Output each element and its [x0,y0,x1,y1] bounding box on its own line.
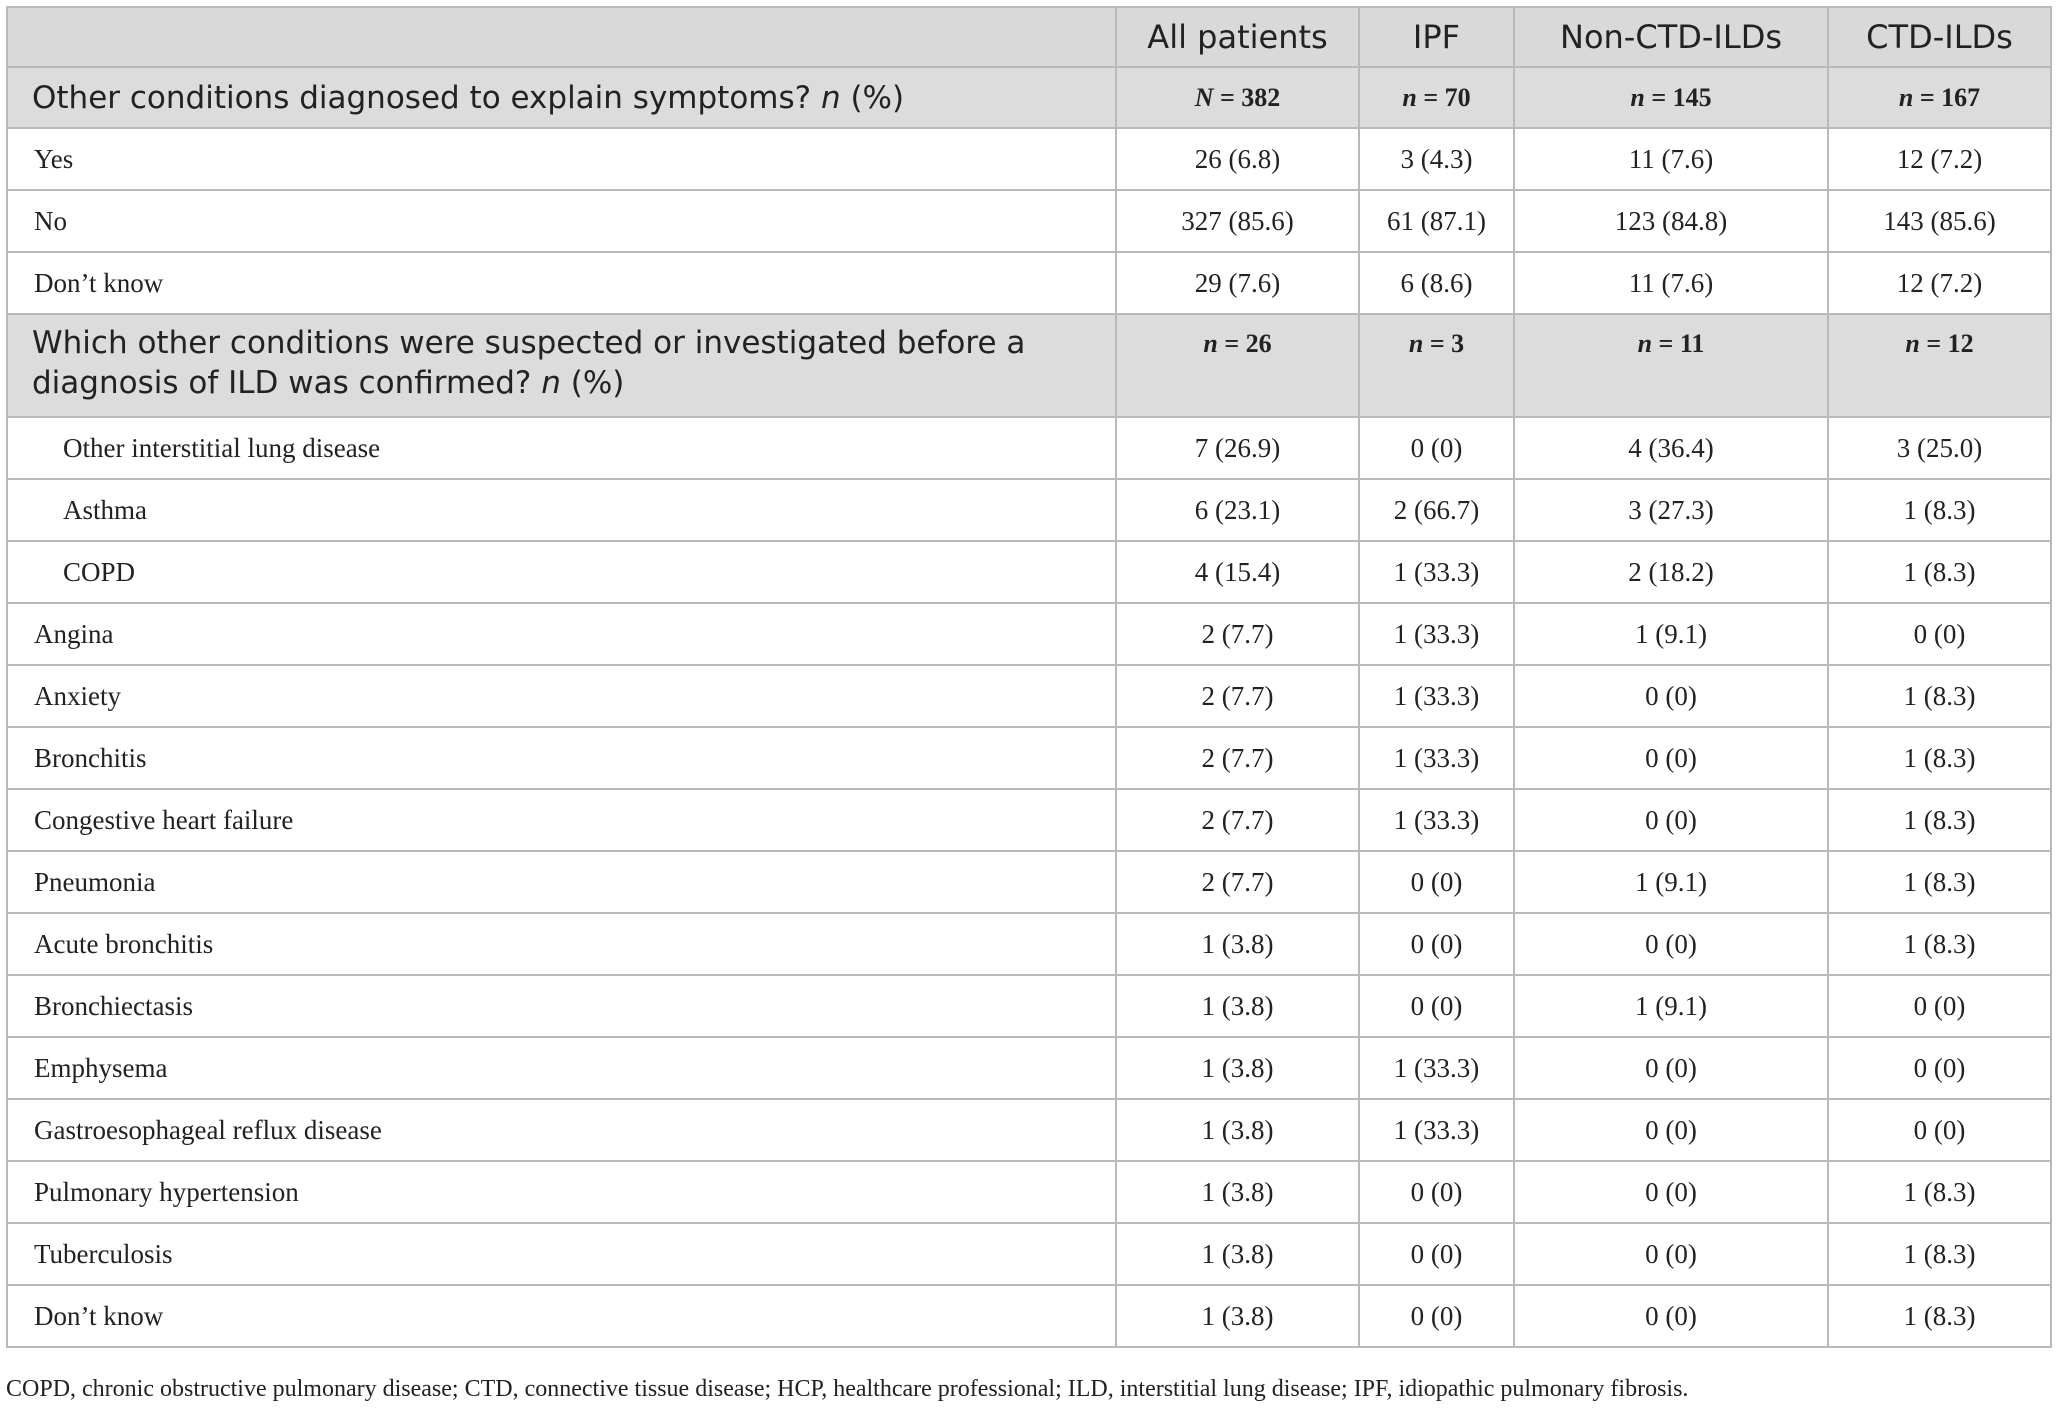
count-value: = 12 [1919,329,1974,358]
row-value: 1 (33.3) [1359,541,1514,603]
section-label-pct: (%) [840,79,905,116]
row-value: 1 (3.8) [1116,1223,1359,1285]
table-row [7,1223,2051,1285]
row-value: 0 (0) [1359,851,1514,913]
count-prefix: n [1630,82,1645,112]
row-value: 1 (3.8) [1116,1099,1359,1161]
section-count [1116,67,1359,128]
row-label: Don’t know [7,1285,1116,1347]
row-value: 26 (6.8) [1116,128,1359,190]
count-value: = 145 [1644,82,1712,112]
table-row [7,479,2051,541]
count-value: = 382 [1213,82,1281,112]
row-value: 1 (8.3) [1828,789,2051,851]
table-row [7,603,2051,665]
row-value: 143 (85.6) [1828,190,2051,252]
table-row [7,128,2051,190]
row-value: 2 (7.7) [1116,727,1359,789]
row-label: Pulmonary hypertension [7,1161,1116,1223]
table-container [6,6,2050,1348]
table-row [7,789,2051,851]
section-label-text: Other conditions diagnosed to explain symptoms? [32,79,821,116]
footnote: COPD, chronic obstructive pulmonary disease; CTD, connective tissue disease; HCP, healthcare professional; ILD, interstitial lung disease; IPF, idiopathic pulmonary fibrosis. [6,1376,1689,1402]
section-count [1514,314,1828,417]
table-row [7,665,2051,727]
row-value: 0 (0) [1514,1099,1828,1161]
row-value: 1 (8.3) [1828,1223,2051,1285]
table-row [7,1099,2051,1161]
count-prefix: n [1402,82,1417,112]
row-value: 327 (85.6) [1116,190,1359,252]
row-label: Emphysema [7,1037,1116,1099]
row-value: 4 (36.4) [1514,417,1828,479]
row-value: 1 (33.3) [1359,1037,1514,1099]
row-label: Don’t know [7,252,1116,314]
count-value: = 11 [1652,329,1705,358]
row-label: No [7,190,1116,252]
section-label-n: n [541,365,561,401]
row-value: 0 (0) [1828,1099,2051,1161]
row-value: 123 (84.8) [1514,190,1828,252]
table-row [7,913,2051,975]
section-label [7,67,1116,128]
row-label: COPD [7,541,1116,603]
header-blank [7,7,1116,67]
row-value: 0 (0) [1514,789,1828,851]
count-value: = 70 [1416,82,1471,112]
row-value: 0 (0) [1514,1037,1828,1099]
row-value: 1 (33.3) [1359,1099,1514,1161]
row-value: 1 (3.8) [1116,1037,1359,1099]
count-prefix: N [1194,82,1214,112]
row-label: Yes [7,128,1116,190]
row-label: Pneumonia [7,851,1116,913]
row-label: Bronchitis [7,727,1116,789]
row-value: 4 (15.4) [1116,541,1359,603]
row-value: 1 (8.3) [1828,479,2051,541]
row-value: 1 (33.3) [1359,603,1514,665]
row-value: 0 (0) [1514,727,1828,789]
row-value: 0 (0) [1514,1223,1828,1285]
header-row [7,7,2051,67]
row-value: 0 (0) [1359,417,1514,479]
row-value: 1 (8.3) [1828,727,2051,789]
table-row [7,851,2051,913]
row-value: 1 (8.3) [1828,665,2051,727]
row-value: 7 (26.9) [1116,417,1359,479]
row-label: Gastroesophageal reflux disease [7,1099,1116,1161]
row-value: 1 (3.8) [1116,1285,1359,1347]
header-ipf: IPF [1359,7,1514,67]
row-label: Asthma [7,479,1116,541]
row-value: 0 (0) [1514,665,1828,727]
row-value: 1 (8.3) [1828,1285,2051,1347]
row-value: 1 (8.3) [1828,541,2051,603]
row-value: 0 (0) [1359,913,1514,975]
section-header-suspected-conditions [7,314,2051,417]
count-prefix: n [1203,329,1218,358]
row-label: Tuberculosis [7,1223,1116,1285]
row-value: 2 (7.7) [1116,789,1359,851]
table-row [7,417,2051,479]
table-row [7,975,2051,1037]
row-value: 0 (0) [1359,975,1514,1037]
row-label: Other interstitial lung disease [7,417,1116,479]
section-label [7,314,1116,417]
count-value: = 3 [1423,329,1465,358]
table-row [7,541,2051,603]
row-value: 0 (0) [1514,913,1828,975]
row-value: 1 (8.3) [1828,913,2051,975]
section-label-text: Which other conditions were suspected or investigated before a diagnosis of ILD was confirmed? [32,325,1026,401]
section-count [1359,67,1514,128]
row-value: 3 (25.0) [1828,417,2051,479]
table-row [7,190,2051,252]
row-value: 0 (0) [1514,1161,1828,1223]
row-label: Angina [7,603,1116,665]
row-value: 1 (3.8) [1116,975,1359,1037]
row-label: Congestive heart failure [7,789,1116,851]
row-value: 0 (0) [1828,603,2051,665]
count-value: = 26 [1217,329,1272,358]
row-value: 2 (66.7) [1359,479,1514,541]
section-label-n: n [820,79,841,116]
row-value: 1 (9.1) [1514,851,1828,913]
row-value: 0 (0) [1828,975,2051,1037]
row-value: 0 (0) [1359,1223,1514,1285]
row-value: 1 (9.1) [1514,603,1828,665]
section2-rows [7,417,2051,1347]
row-value: 1 (8.3) [1828,1161,2051,1223]
header-all-patients: All patients [1116,7,1359,67]
row-value: 61 (87.1) [1359,190,1514,252]
count-prefix: n [1898,82,1914,112]
row-value: 1 (33.3) [1359,789,1514,851]
row-value: 2 (18.2) [1514,541,1828,603]
conditions-table [6,6,2052,1348]
row-value: 1 (33.3) [1359,665,1514,727]
row-value: 0 (0) [1828,1037,2051,1099]
row-value: 1 (9.1) [1514,975,1828,1037]
row-label: Acute bronchitis [7,913,1116,975]
section-count [1359,314,1514,417]
header-ctd-ilds: CTD-ILDs [1828,7,2051,67]
row-label: Bronchiectasis [7,975,1116,1037]
row-value: 1 (8.3) [1828,851,2051,913]
count-prefix: n [1637,329,1653,358]
table-row [7,252,2051,314]
row-value: 1 (33.3) [1359,727,1514,789]
section-label-pct: (%) [560,365,625,401]
count-prefix: n [1905,329,1920,358]
table-row [7,727,2051,789]
row-value: 6 (23.1) [1116,479,1359,541]
row-value: 12 (7.2) [1828,128,2051,190]
count-prefix: n [1408,329,1424,358]
row-value: 11 (7.6) [1514,252,1828,314]
row-value: 0 (0) [1514,1285,1828,1347]
section-header-other-conditions [7,67,2051,128]
section-count [1828,67,2051,128]
row-value: 11 (7.6) [1514,128,1828,190]
row-value: 3 (4.3) [1359,128,1514,190]
count-value: = 167 [1913,82,1981,112]
row-value: 2 (7.7) [1116,851,1359,913]
row-value: 29 (7.6) [1116,252,1359,314]
section-count [1514,67,1828,128]
section1-rows [7,128,2051,314]
table-row [7,1161,2051,1223]
table-row [7,1285,2051,1347]
row-value: 0 (0) [1359,1285,1514,1347]
row-value: 6 (8.6) [1359,252,1514,314]
row-value: 12 (7.2) [1828,252,2051,314]
row-value: 3 (27.3) [1514,479,1828,541]
section-count [1828,314,2051,417]
table-row [7,1037,2051,1099]
row-value: 2 (7.7) [1116,665,1359,727]
row-value: 2 (7.7) [1116,603,1359,665]
row-value: 0 (0) [1359,1161,1514,1223]
row-value: 1 (3.8) [1116,1161,1359,1223]
row-label: Anxiety [7,665,1116,727]
header-non-ctd-ilds: Non-CTD-ILDs [1514,7,1828,67]
row-value: 1 (3.8) [1116,913,1359,975]
section-count [1116,314,1359,417]
